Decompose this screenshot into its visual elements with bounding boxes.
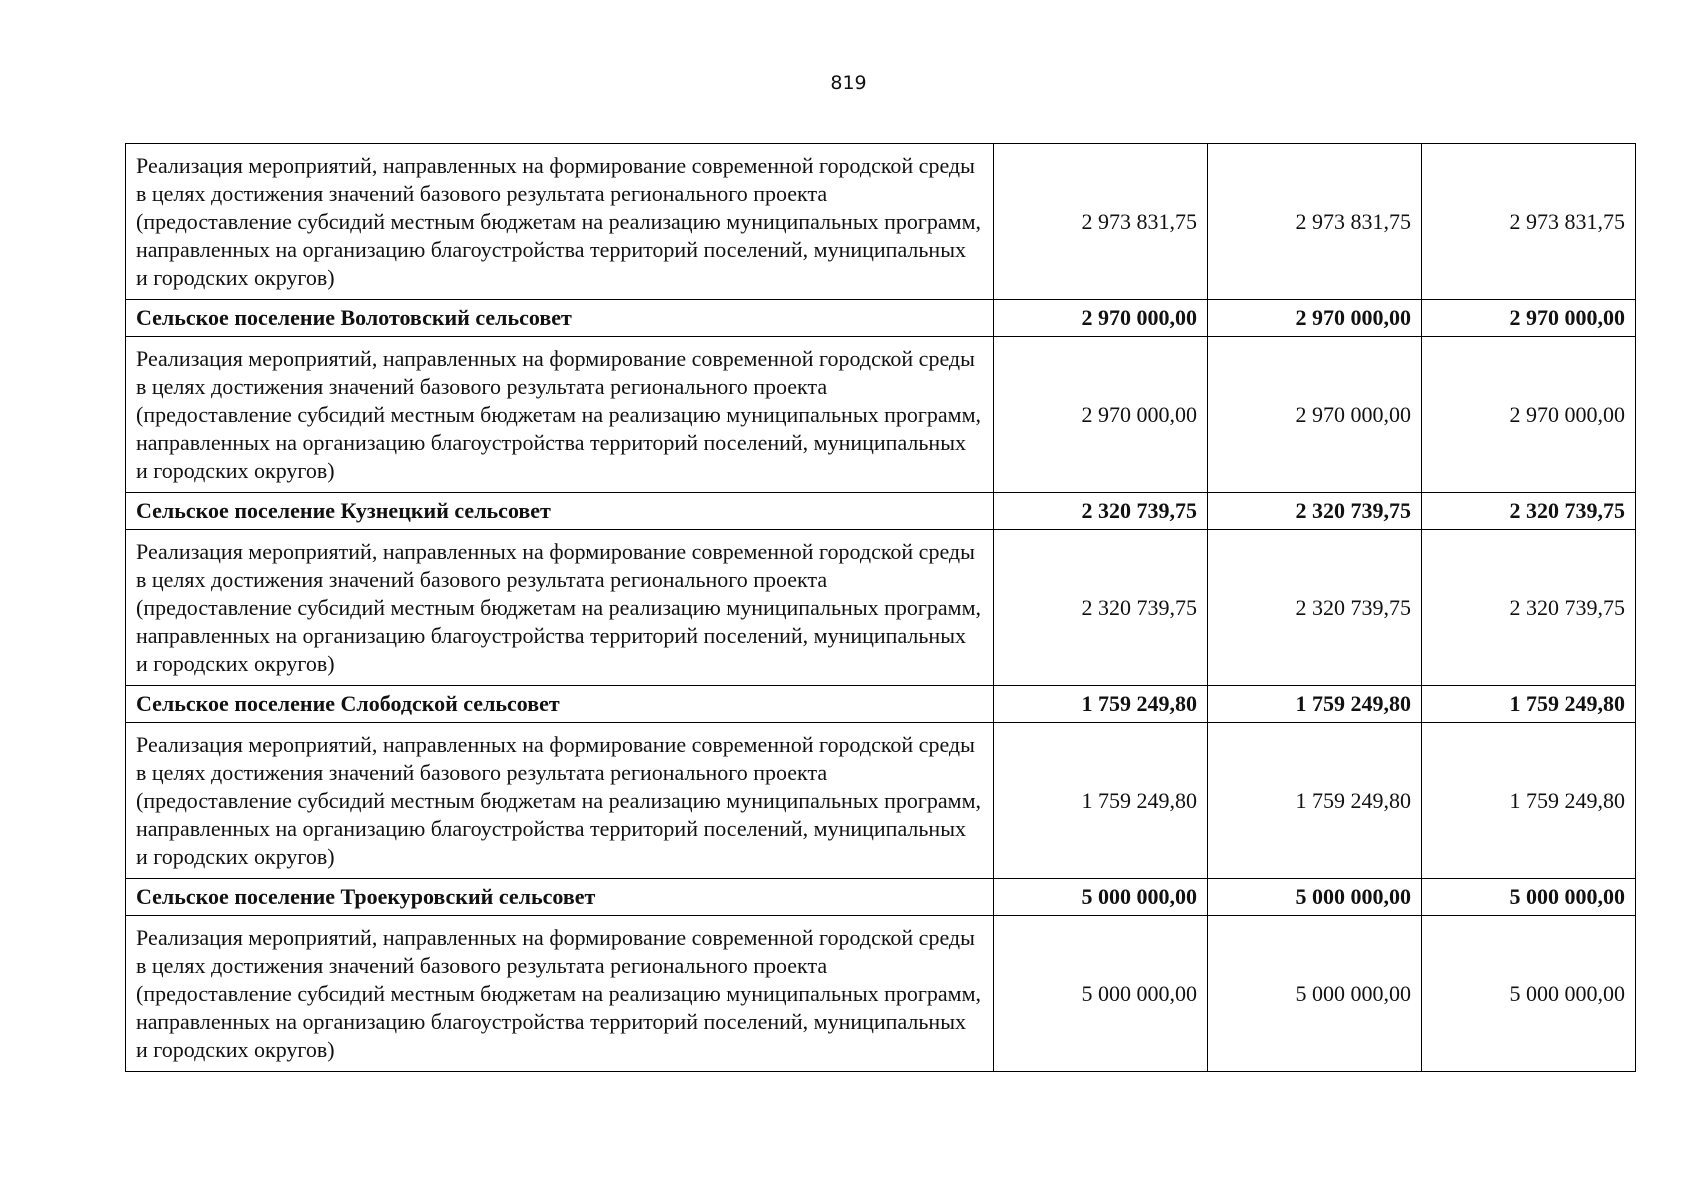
row-name: Реализация мероприятий, направленных на формирование современной городской среды в целях достижения значений базового результата регионального проекта (предоставление субсидий местным бюджетам на реализацию муниципальных программ, направленных на организацию благоустройства территорий поселений, муниципальных и городских округов) <box>126 144 994 300</box>
row-value: 5 000 000,00 <box>1208 879 1422 916</box>
table-row-measure <box>126 916 1636 1072</box>
budget-table <box>125 143 1636 1072</box>
table-row-measure <box>126 723 1636 879</box>
row-name: Реализация мероприятий, направленных на формирование современной городской среды в целях достижения значений базового результата регионального проекта (предоставление субсидий местным бюджетам на реализацию муниципальных программ, направленных на организацию благоустройства территорий поселений, муниципальных и городских округов) <box>126 723 994 879</box>
row-value: 2 320 739,75 <box>1208 493 1422 530</box>
page-number: 819 <box>830 72 867 94</box>
row-name: Сельское поселение Кузнецкий сельсовет <box>126 493 994 530</box>
table-row-measure <box>126 337 1636 493</box>
row-value: 5 000 000,00 <box>1422 879 1636 916</box>
row-value: 2 320 739,75 <box>1422 493 1636 530</box>
row-value: 1 759 249,80 <box>994 686 1208 723</box>
table-row-settlement <box>126 686 1636 723</box>
row-value: 5 000 000,00 <box>994 879 1208 916</box>
row-value: 2 320 739,75 <box>1208 530 1422 686</box>
table-row-measure <box>126 144 1636 300</box>
row-value: 2 970 000,00 <box>1422 337 1636 493</box>
row-value: 1 759 249,80 <box>1208 723 1422 879</box>
row-name: Сельское поселение Слободской сельсовет <box>126 686 994 723</box>
row-value: 2 973 831,75 <box>994 144 1208 300</box>
row-value: 2 970 000,00 <box>1422 300 1636 337</box>
row-value: 1 759 249,80 <box>1208 686 1422 723</box>
row-value: 2 970 000,00 <box>1208 337 1422 493</box>
row-value: 5 000 000,00 <box>994 916 1208 1072</box>
row-value: 1 759 249,80 <box>994 723 1208 879</box>
table-row-measure <box>126 530 1636 686</box>
row-value: 5 000 000,00 <box>1422 916 1636 1072</box>
row-name: Реализация мероприятий, направленных на формирование современной городской среды в целях достижения значений базового результата регионального проекта (предоставление субсидий местным бюджетам на реализацию муниципальных программ, направленных на организацию благоустройства территорий поселений, муниципальных и городских округов) <box>126 337 994 493</box>
row-value: 5 000 000,00 <box>1208 916 1422 1072</box>
row-value: 2 970 000,00 <box>994 300 1208 337</box>
row-value: 2 973 831,75 <box>1422 144 1636 300</box>
table-row-settlement <box>126 879 1636 916</box>
row-name: Сельское поселение Троекуровский сельсовет <box>126 879 994 916</box>
row-name: Сельское поселение Волотовский сельсовет <box>126 300 994 337</box>
row-value: 2 973 831,75 <box>1208 144 1422 300</box>
row-name: Реализация мероприятий, направленных на формирование современной городской среды в целях достижения значений базового результата регионального проекта (предоставление субсидий местным бюджетам на реализацию муниципальных программ, направленных на организацию благоустройства территорий поселений, муниципальных и городских округов) <box>126 530 994 686</box>
row-value: 1 759 249,80 <box>1422 686 1636 723</box>
row-value: 2 320 739,75 <box>994 530 1208 686</box>
row-value: 2 970 000,00 <box>1208 300 1422 337</box>
row-value: 1 759 249,80 <box>1422 723 1636 879</box>
table-row-settlement <box>126 300 1636 337</box>
row-name: Реализация мероприятий, направленных на формирование современной городской среды в целях достижения значений базового результата регионального проекта (предоставление субсидий местным бюджетам на реализацию муниципальных программ, направленных на организацию благоустройства территорий поселений, муниципальных и городских округов) <box>126 916 994 1072</box>
row-value: 2 320 739,75 <box>994 493 1208 530</box>
table-row-settlement <box>126 493 1636 530</box>
row-value: 2 970 000,00 <box>994 337 1208 493</box>
row-value: 2 320 739,75 <box>1422 530 1636 686</box>
